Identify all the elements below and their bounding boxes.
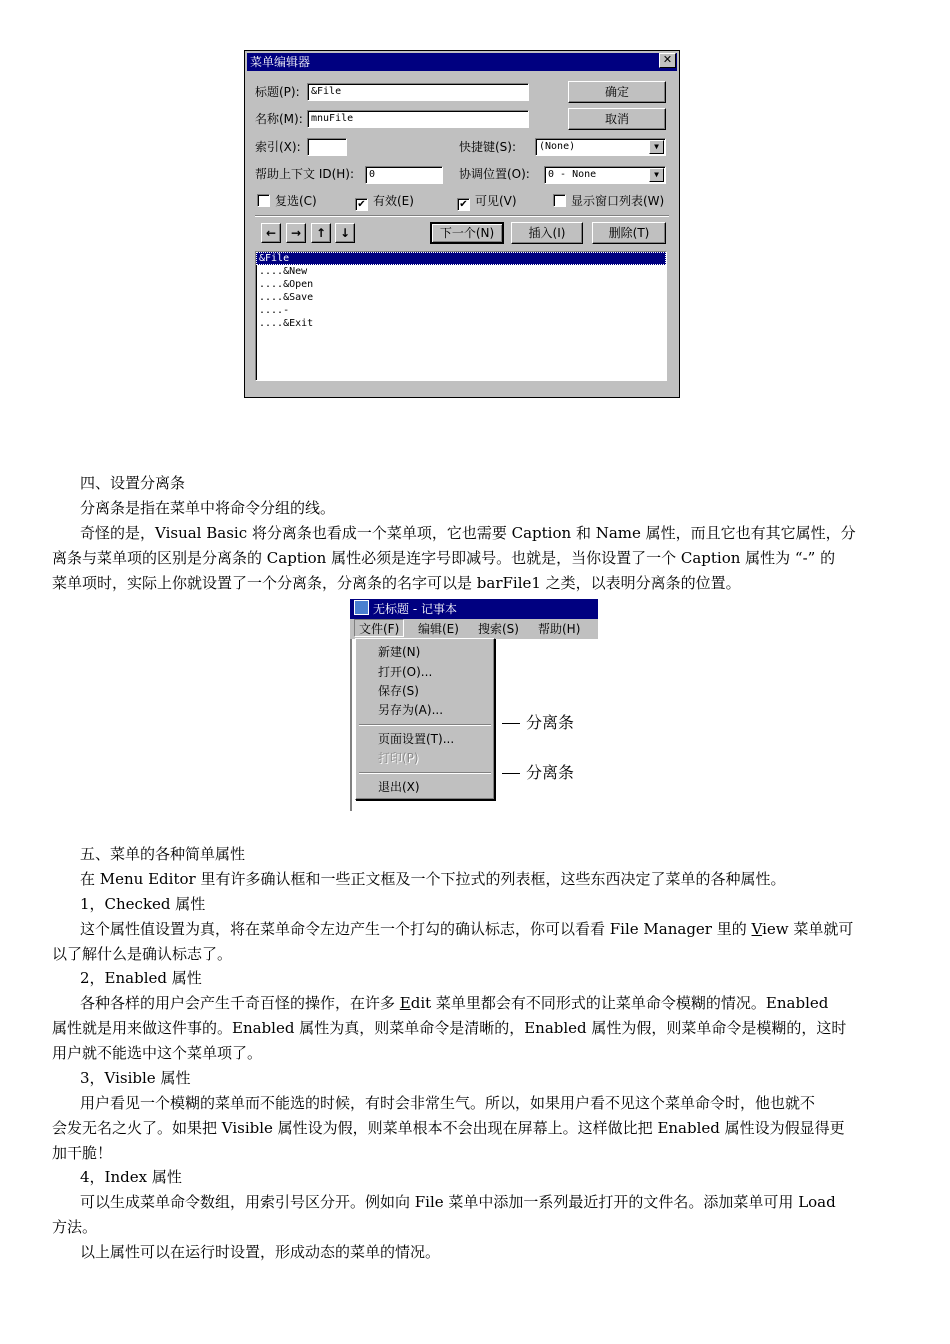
menu-separator [359, 772, 491, 774]
file-menu-dropdown [355, 638, 495, 800]
list-item[interactable]: ....&Open [259, 279, 314, 290]
visible-text-line2: 会发无名之火了。如果把 Visible 属性设为假，则菜单根本不会出现在屏幕上。这样做比把 Enabled 属性设为假显得更 [52, 1119, 845, 1137]
menu-edit[interactable]: 编辑(E) [418, 622, 459, 636]
enabled-text-line2: 属性就是用来做这件事的。Enabled 属性为真，则菜单命令是清晰的，Enabled 属性为假，则菜单命令是模糊的，这时 [52, 1019, 847, 1037]
enabled-heading: 2，Enabled 属性 [80, 969, 202, 987]
list-item[interactable]: &File [256, 252, 666, 265]
menu-separator [359, 724, 491, 726]
shortcut-label: 快捷键(S): [459, 140, 517, 154]
helpcontext-input[interactable]: 0 [365, 166, 443, 184]
windowlist-label: 显示窗口列表(W) [571, 194, 665, 208]
negotiate-value: 0 - None [548, 169, 597, 180]
name-input[interactable]: mnuFile [307, 110, 529, 128]
section4-paragraph2-line1: 奇怪的是，Visual Basic 将分离条也看成一个菜单项，它也需要 Caption 和 Name 属性，而且它也有其它属性，分 [80, 524, 856, 542]
delete-button[interactable]: 删除(T) [592, 222, 666, 244]
close-icon[interactable]: ✕ [659, 53, 676, 68]
text-run: dit 菜单里都会有不同形式的让菜单命令模糊的情况。Enabled [410, 994, 829, 1012]
list-item[interactable]: ....&Save [259, 292, 314, 303]
shortcut-value: (None) [539, 141, 576, 152]
index-text-line1: 可以生成菜单命令数组，用索引号区分开。例如向 File 菜单中添加一系列最近打开的文件名。添加菜单可用 Load [80, 1193, 836, 1211]
menu-items-list[interactable] [255, 251, 667, 381]
checked-text-line2: 以了解什么是确认标志了。 [52, 945, 233, 963]
section4-heading: 四、设置分离条 [80, 474, 186, 492]
callout-line [502, 773, 520, 774]
checkbox-box[interactable]: ✔ [355, 198, 368, 211]
list-item[interactable]: ....- [259, 305, 290, 316]
text-run: iew 菜单就可 [762, 920, 854, 938]
arrow-down-icon[interactable]: ↓ [335, 223, 355, 243]
separator-callout-1: 分离条 [526, 713, 575, 732]
notepad-icon [354, 600, 369, 615]
visible-text-line1: 用户看见一个模糊的菜单而不能选的时候，有时会非常生气。所以，如果用户看不见这个菜单命令时，他也就不 [80, 1094, 816, 1112]
text-run: 这个属性值设置为真，将在菜单命令左边产生一个打勾的确认标志，你可以看看 File Manager 里的 [80, 920, 752, 938]
visible-checkbox[interactable] [457, 193, 517, 209]
enabled-text-line3: 用户就不能选中这个菜单项了。 [52, 1044, 263, 1062]
arrow-right-icon[interactable]: → [286, 223, 306, 243]
windowlist-checkbox[interactable] [553, 193, 664, 209]
dialog-divider [255, 215, 669, 217]
separator-callout-2: 分离条 [526, 763, 575, 782]
checked-heading: 1，Checked 属性 [80, 895, 206, 913]
checked-text-line1 [80, 917, 853, 942]
index-label: 索引(X): [255, 140, 301, 154]
caption-label: 标题(P): [255, 85, 300, 99]
menu-file[interactable]: 文件(F) [354, 619, 404, 637]
list-item[interactable]: ....&Exit [259, 318, 314, 329]
underlined-letter: V [751, 920, 763, 938]
negotiate-label: 协调位置(O): [459, 167, 530, 181]
section4-paragraph2-line3: 菜单项时，实际上你就设置了一个分离条，分离条的名字可以是 barFile1 之类，以表明分离条的位置。 [52, 574, 741, 592]
notepad-titlebar [350, 599, 598, 619]
text-run: 各种各样的用户会产生千奇百怪的操作，在许多 [80, 994, 400, 1012]
callout-line [502, 723, 520, 724]
index-heading: 4，Index 属性 [80, 1168, 182, 1186]
next-button[interactable]: 下一个(N) [430, 222, 504, 244]
index-text-line2: 方法。 [52, 1218, 98, 1236]
caption-input[interactable]: &File [307, 83, 529, 101]
arrow-up-icon[interactable]: ↑ [311, 223, 331, 243]
menu-item-saveas[interactable]: 另存为(A)... [378, 703, 444, 717]
name-label: 名称(M): [255, 112, 303, 126]
cancel-button[interactable]: 取消 [568, 108, 666, 130]
menu-item-exit[interactable]: 退出(X) [378, 780, 420, 794]
section5-intro: 在 Menu Editor 里有许多确认框和一些正文框及一个下拉式的列表框，这些东西决定了菜单的各种属性。 [80, 870, 786, 888]
enabled-checkbox[interactable] [355, 193, 414, 209]
enabled-text-line1 [80, 991, 828, 1016]
menu-search[interactable]: 搜索(S) [478, 622, 519, 636]
insert-button[interactable]: 插入(I) [511, 222, 583, 244]
shortcut-combo[interactable] [535, 138, 666, 156]
menu-item-new[interactable]: 新建(N) [378, 645, 421, 659]
menu-editor-dialog [244, 50, 680, 398]
closing-text: 以上属性可以在运行时设置，形成动态的菜单的情况。 [80, 1243, 441, 1261]
menu-item-pagesetup[interactable]: 页面设置(T)... [378, 732, 455, 746]
ok-button[interactable]: 确定 [568, 81, 666, 103]
index-input[interactable] [307, 138, 347, 156]
checkbox-box[interactable] [257, 194, 270, 207]
section4-paragraph1: 分离条是指在菜单中将命令分组的线。 [80, 499, 336, 517]
underlined-letter: E [399, 994, 411, 1012]
arrow-left-icon[interactable]: ← [261, 223, 281, 243]
checked-checkbox[interactable] [257, 193, 317, 209]
notepad-title: 无标题 - 记事本 [373, 602, 457, 616]
section4-paragraph2-line2: 离条与菜单项的区别是分离条的 Caption 属性必须是连字号即减号。也就是，当你设置了一个 Caption 属性为 “-” 的 [52, 549, 836, 567]
menu-help[interactable]: 帮助(H) [538, 622, 581, 636]
chevron-down-icon[interactable]: ▼ [649, 140, 664, 154]
section5-heading: 五、菜单的各种简单属性 [80, 845, 246, 863]
list-item[interactable]: ....&New [259, 266, 308, 277]
visible-text-line3: 加干脆！ [52, 1144, 113, 1162]
visible-heading: 3，Visible 属性 [80, 1069, 191, 1087]
chevron-down-icon[interactable]: ▼ [649, 168, 664, 182]
checked-label: 复选(C) [275, 194, 317, 208]
negotiate-combo[interactable] [544, 166, 666, 184]
notepad-menubar [350, 619, 598, 639]
enabled-label: 有效(E) [373, 194, 414, 208]
checkbox-box[interactable]: ✔ [457, 198, 470, 211]
dialog-title: 菜单编辑器 [247, 53, 677, 71]
menu-item-open[interactable]: 打开(O)... [378, 665, 433, 679]
checkbox-box[interactable] [553, 194, 566, 207]
menu-item-save[interactable]: 保存(S) [378, 684, 419, 698]
helpcontext-label: 帮助上下文 ID(H): [255, 167, 355, 181]
menu-item-print: 打印(P) [378, 751, 419, 765]
visible-label: 可见(V) [475, 194, 517, 208]
